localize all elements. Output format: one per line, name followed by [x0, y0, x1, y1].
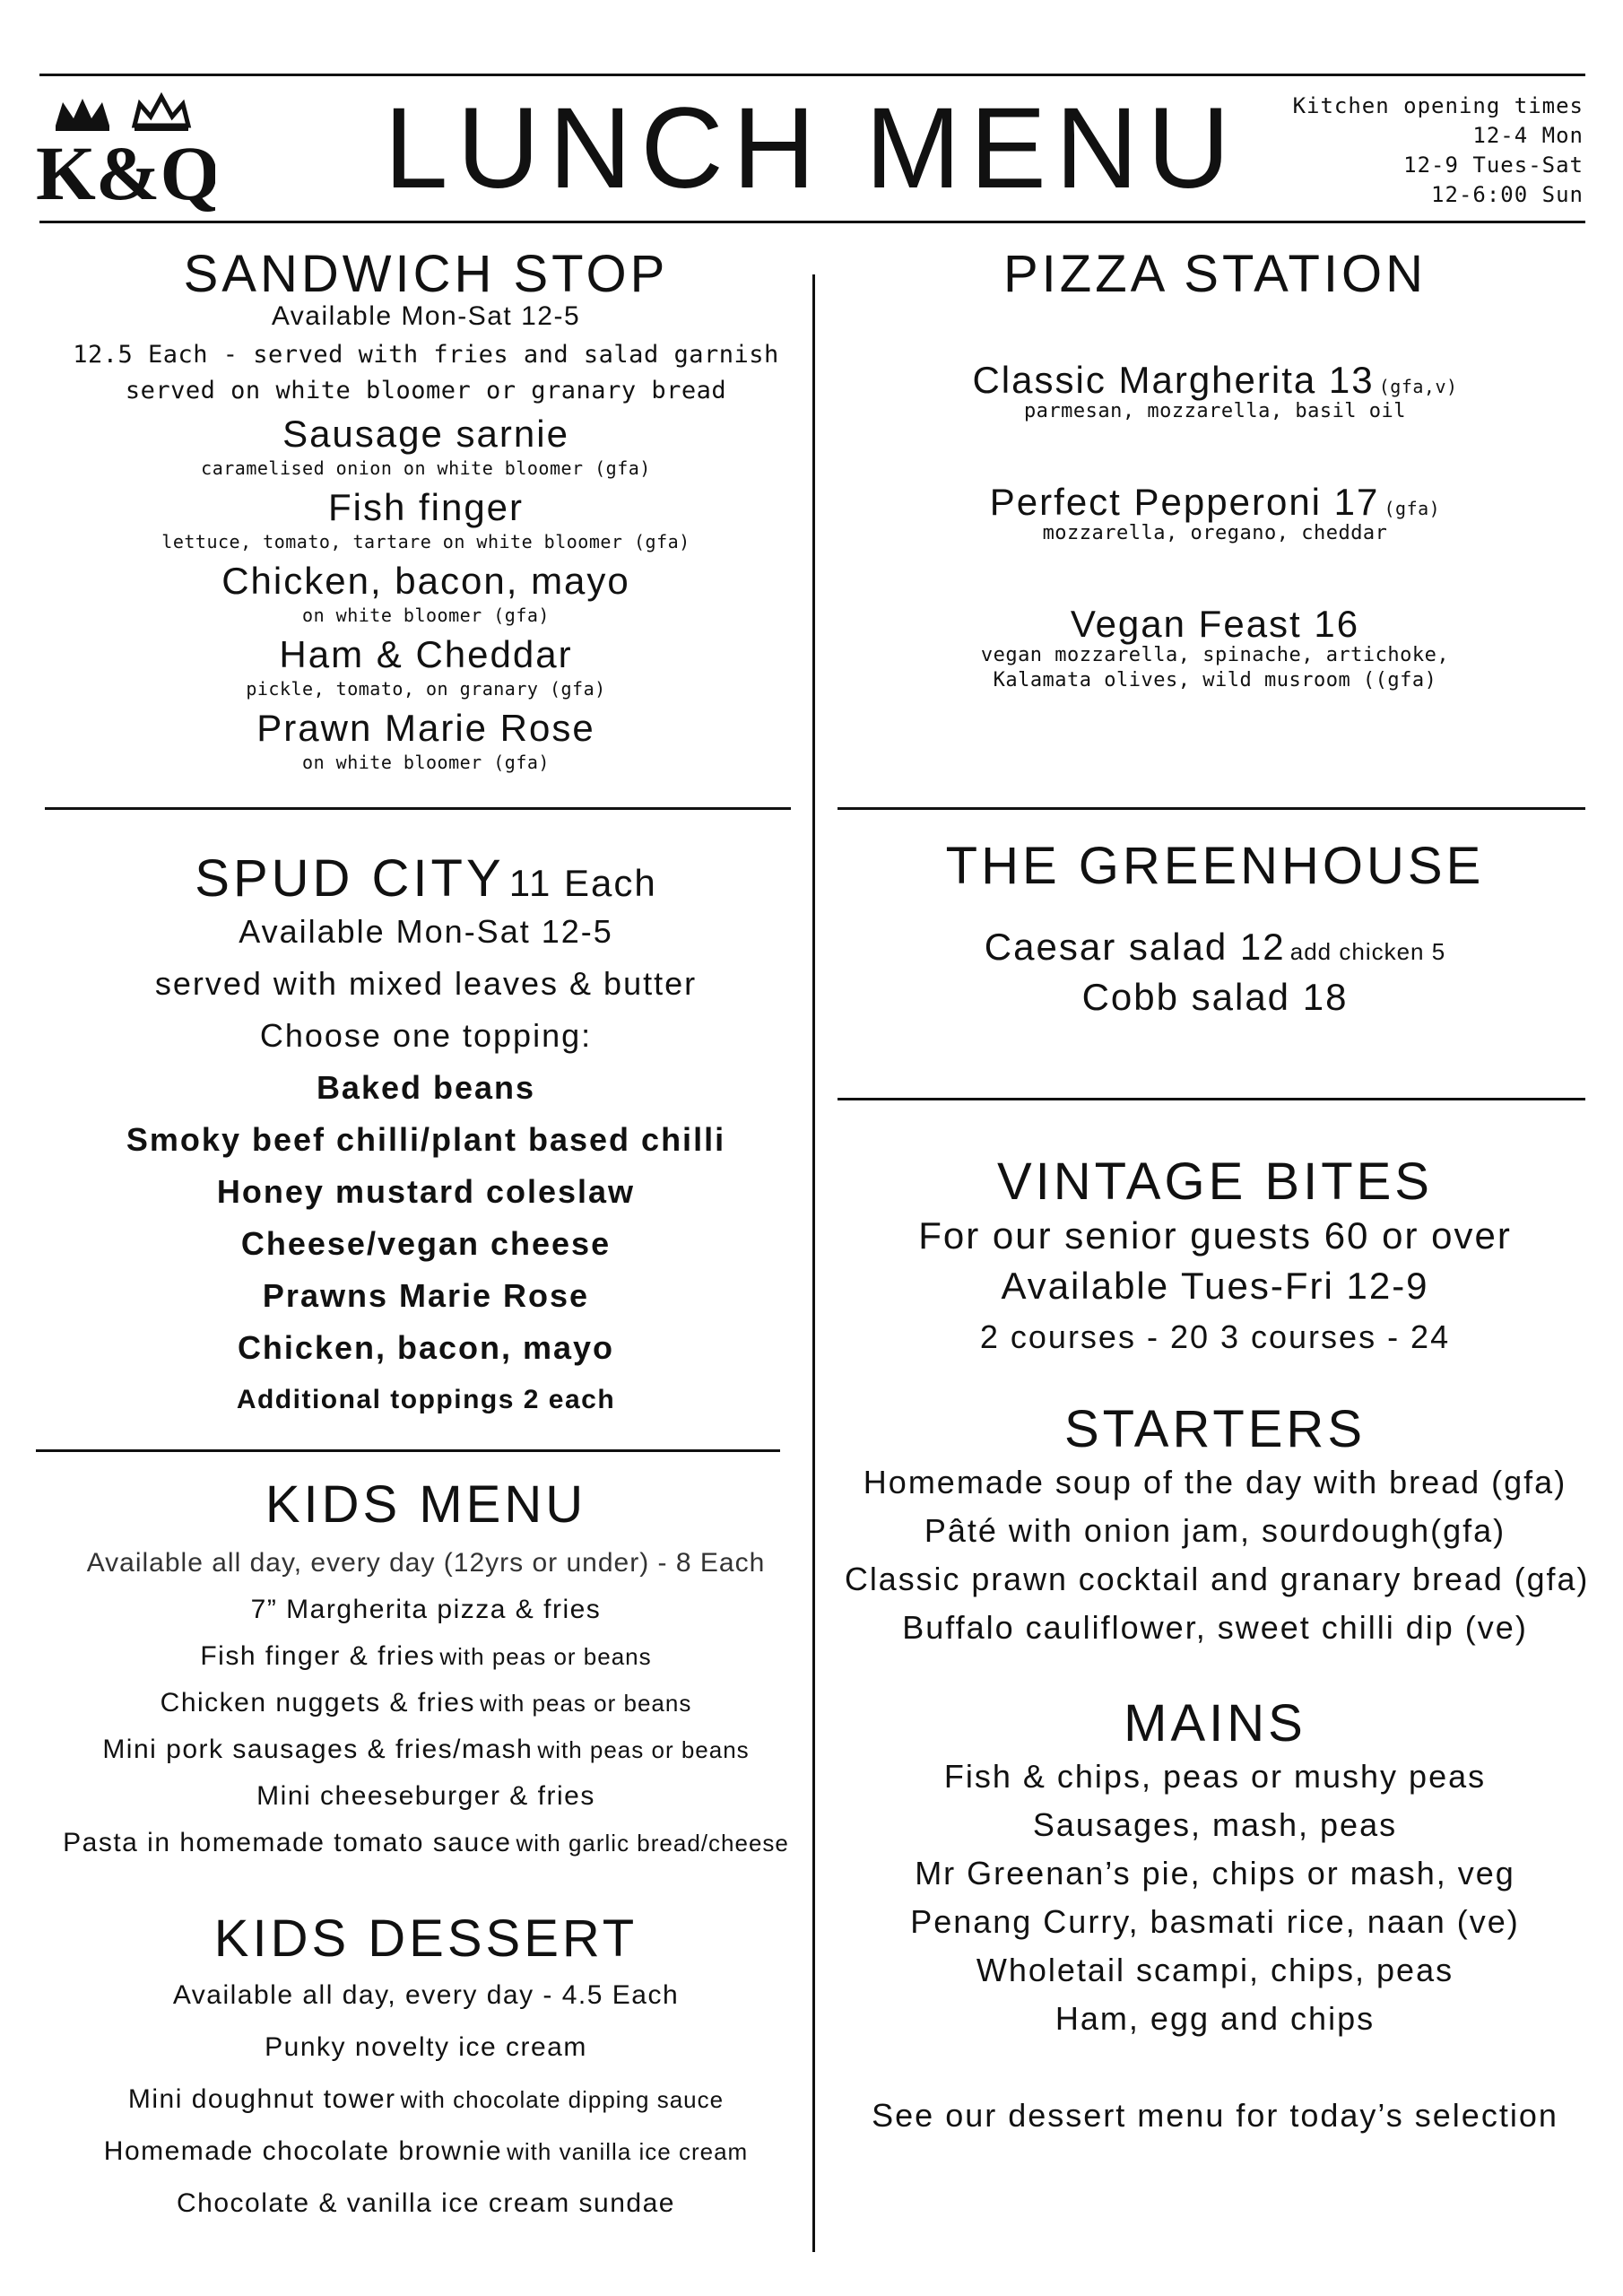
starter-item: Classic prawn cocktail and granary bread (gfa) [844, 1561, 1590, 1597]
spud-title-row [36, 848, 816, 909]
greenhouse-item [843, 926, 1587, 969]
kids-item-name: 7” Margherita pizza & fries [250, 1595, 602, 1624]
spud-topping: Chicken, bacon, mayo [237, 1329, 615, 1366]
hours-line: 12-9 Tues-Sat [1403, 152, 1584, 178]
pizza-item [843, 603, 1587, 646]
pizza-item-desc: mozzarella, oregano, cheddar [1042, 522, 1388, 544]
kids-item-extra: with peas or beans [439, 1643, 652, 1670]
hours-line: 12-4 Mon [1472, 123, 1584, 148]
sandwich-title: SANDWICH STOP [183, 245, 669, 303]
sandwich-bottom-rule [45, 807, 791, 810]
spud-topping: Cheese/vegan cheese [240, 1225, 612, 1262]
kids-dessert-item: Chocolate & vanilla ice cream sundae [177, 2188, 675, 2218]
mains-title: MAINS [1124, 1694, 1306, 1752]
header-top-rule [39, 74, 1585, 76]
starters-title: STARTERS [1063, 1400, 1367, 1458]
sandwich-item-name: Ham & Cheddar [279, 633, 573, 675]
pizza-item-tag: (gfa,v) [1378, 376, 1458, 397]
kids-dessert-item [36, 2136, 816, 2167]
kids-item [36, 1641, 816, 1672]
page-title: LUNCH MENU [384, 84, 1239, 213]
sandwich-item-desc: lettuce, tomato, tartare on white bloomer (gfa) [161, 531, 690, 552]
kids-dessert-item-name: Mini doughnut tower [127, 2084, 396, 2114]
pizza-title: PIZZA STATION [1003, 245, 1427, 303]
spud-topping: Honey mustard coleslaw [216, 1173, 636, 1210]
pizza-item-tag: (gfa) [1384, 498, 1441, 519]
spud-note: Additional toppings 2 each [236, 1385, 616, 1414]
pizza-item-desc: vegan mozzarella, spinache, artichoke, [980, 644, 1450, 666]
sandwich-bread: served on white bloomer or granary bread [125, 377, 727, 404]
vintage-title: VINTAGE BITES [996, 1152, 1433, 1211]
main-item: Penang Curry, basmati rice, naan (ve) [910, 1903, 1520, 1940]
vintage-line: For our senior guests 60 or over [918, 1214, 1512, 1257]
pizza-item-desc: parmesan, mozzarella, basil oil [1023, 400, 1407, 422]
sandwich-price: 12.5 Each - served with fries and salad garnish [73, 341, 779, 369]
kids-item-name: Chicken nuggets & fries [160, 1688, 475, 1718]
starter-item: Pâté with onion jam, sourdough(gfa) [924, 1512, 1506, 1549]
starter-item: Homemade soup of the day with bread (gfa) [863, 1464, 1567, 1500]
kids-title: KIDS MENU [265, 1475, 587, 1534]
spud-topping: Smoky beef chilli/plant based chilli [126, 1121, 726, 1158]
kids-item-name: Mini cheeseburger & fries [256, 1781, 595, 1811]
kids-item-name: Pasta in homemade tomato sauce [63, 1828, 512, 1857]
spud-bottom-rule [36, 1449, 780, 1452]
greenhouse-item-extra: add chicken 5 [1289, 938, 1446, 965]
sandwich-item-name: Fish finger [327, 486, 525, 528]
sandwich-availability: Available Mon-Sat 12-5 [271, 301, 581, 331]
kids-item-extra: with peas or beans [537, 1736, 750, 1763]
main-item: Wholetail scampi, chips, peas [976, 1952, 1454, 1988]
sandwich-item-name: Chicken, bacon, mayo [221, 560, 630, 602]
svg-text:K&Q: K&Q [36, 130, 215, 215]
sandwich-item-name: Sausage sarnie [282, 413, 569, 455]
spud-line: served with mixed leaves & butter [154, 965, 698, 1002]
kids-dessert-item [36, 2084, 816, 2115]
kids-item [36, 1828, 816, 1858]
starter-item: Buffalo cauliflower, sweet chilli dip (ve) [902, 1609, 1528, 1646]
pizza-item [843, 481, 1587, 524]
spud-title: SPUD CITY [195, 849, 505, 908]
hours-line: 12-6:00 Sun [1431, 182, 1584, 207]
main-item: Mr Greenan’s pie, chips or mash, veg [915, 1855, 1515, 1892]
kids-subtitle: Available all day, every day (12yrs or under) - 8 Each [86, 1548, 766, 1578]
main-item: Fish & chips, peas or mushy peas [943, 1758, 1487, 1795]
pizza-item [843, 359, 1587, 402]
vintage-line: Available Tues-Fri 12-9 [1001, 1265, 1429, 1307]
dessert-note: See our dessert menu for today’s selection [872, 2097, 1558, 2134]
spud-line: Choose one topping: [259, 1017, 593, 1054]
greenhouse-bottom-rule [838, 1098, 1585, 1100]
sandwich-item-desc: pickle, tomato, on granary (gfa) [246, 678, 606, 700]
greenhouse-item-name: Caesar salad 12 [984, 926, 1286, 968]
kids-dessert-item-name: Homemade chocolate brownie [103, 2136, 503, 2166]
kids-item-name: Fish finger & fries [200, 1641, 436, 1671]
kids-dessert-subtitle: Available all day, every day - 4.5 Each [172, 1980, 680, 2010]
kids-item [36, 1688, 816, 1718]
pizza-item-name: Classic Margherita 13 [972, 359, 1375, 401]
greenhouse-title: THE GREENHOUSE [945, 837, 1485, 895]
main-item: Sausages, mash, peas [1032, 1806, 1398, 1843]
vintage-price: 2 courses - 20 3 courses - 24 [979, 1318, 1451, 1355]
kids-dessert-item: Punky novelty ice cream [265, 2032, 587, 2062]
kids-item-extra: with peas or beans [480, 1690, 692, 1717]
pizza-bottom-rule [838, 807, 1585, 810]
kids-item [36, 1781, 816, 1812]
greenhouse-item-name: Cobb salad 18 [1081, 976, 1349, 1018]
sandwich-item-desc: on white bloomer (gfa) [302, 604, 550, 626]
kids-item [36, 1595, 816, 1625]
sandwich-item-desc: caramelised onion on white bloomer (gfa) [201, 457, 651, 479]
kids-item [36, 1735, 816, 1765]
spud-topping: Baked beans [316, 1069, 536, 1106]
kids-dessert-item-extra: with vanilla ice cream [507, 2138, 749, 2165]
pizza-item-name: Vegan Feast 16 [1070, 603, 1360, 645]
sandwich-item-name: Prawn Marie Rose [256, 707, 595, 749]
header-bottom-rule [39, 221, 1585, 223]
kids-dessert-item-extra: with chocolate dipping sauce [400, 2086, 725, 2113]
kitchen-hours [1293, 91, 1584, 210]
pizza-item-name: Perfect Pepperoni 17 [989, 481, 1380, 523]
kids-item-extra: with garlic bread/cheese [516, 1830, 789, 1857]
spud-price: 11 Each [508, 862, 657, 904]
hours-heading: Kitchen opening times [1292, 93, 1584, 118]
sandwich-item-desc: on white bloomer (gfa) [302, 752, 550, 773]
main-item: Ham, egg and chips [1055, 2000, 1376, 2037]
kids-dessert-title: KIDS DESSERT [213, 1909, 638, 1968]
pizza-item-desc: Kalamata olives, wild musroom ((gfa) [993, 669, 1437, 691]
spud-line: Available Mon-Sat 12-5 [239, 913, 613, 950]
kids-item-name: Mini pork sausages & fries/mash [102, 1735, 534, 1764]
spud-topping: Prawns Marie Rose [262, 1277, 590, 1314]
